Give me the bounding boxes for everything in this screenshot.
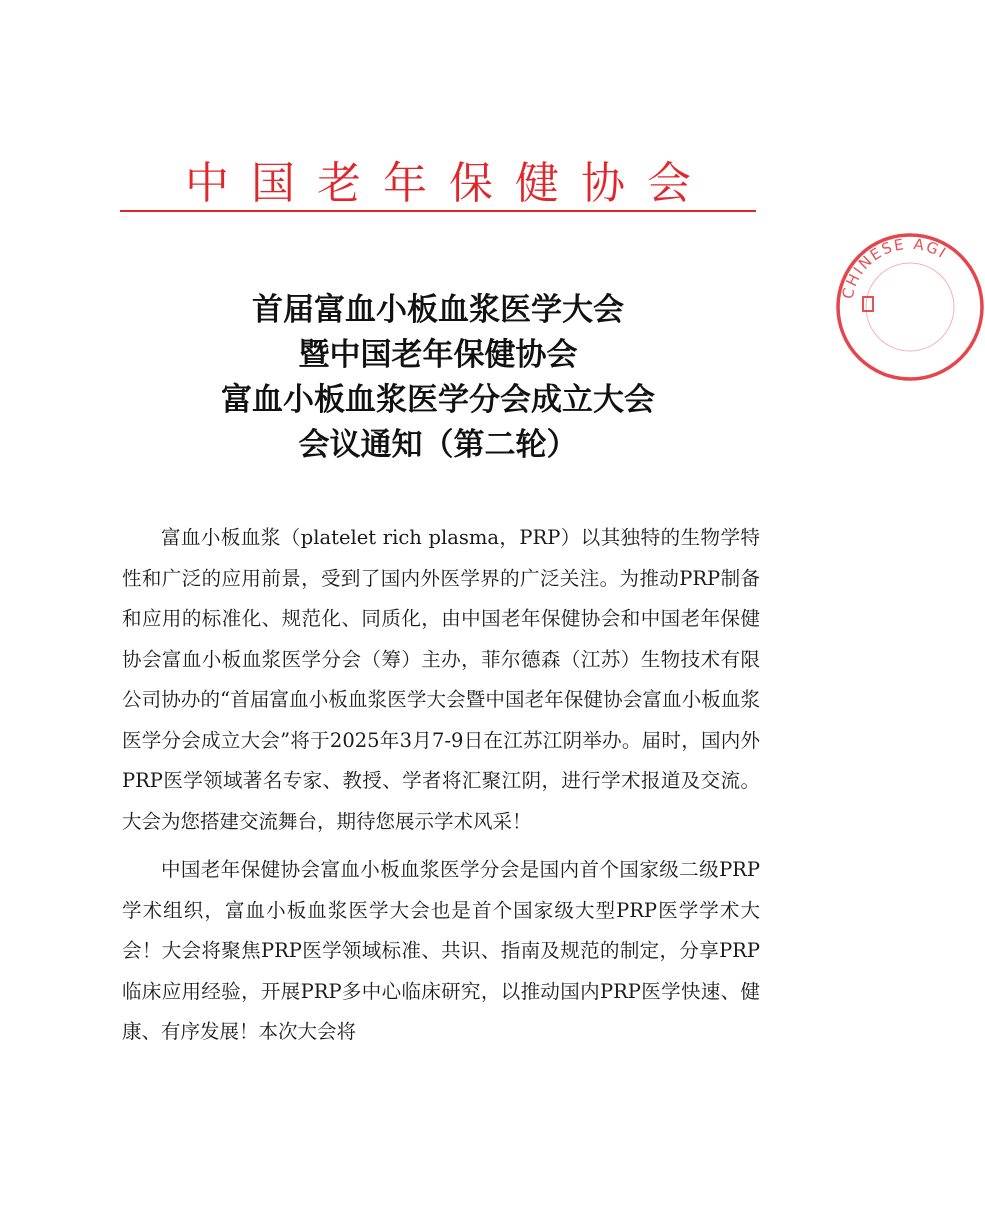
svg-text:CHINESE AGI bbox=[838, 235, 950, 301]
notice-body bbox=[122, 518, 760, 1061]
body-paragraph: 富血小板血浆（platelet rich plasma，PRP）以其独特的生物学特性和广泛的应用前景，受到了国内外医学界的广泛关注。为推动PRP制备和应用的标准化、规范化、同质化，由中国老年保健协会和中国老年保健协会富血小板血浆医学分会（筹）主办，菲尔德森（江苏）生物技术有限公司协办的“首届富血小板血浆医学大会暨中国老年保健协会富血小板血浆医学分会成立大会”将于2025年3月7-9日在江苏江阴举办。届时，国内外PRP医学领域著名专家、教授、学者将汇聚江阴，进行学术报道及交流。大会为您搭建交流舞台，期待您展示学术风采！ bbox=[122, 526, 760, 833]
letterhead-rule bbox=[120, 210, 756, 212]
document-title bbox=[120, 288, 756, 468]
seal-text: CHINESE AGI bbox=[838, 234, 951, 301]
official-seal-stamp bbox=[835, 232, 985, 382]
title-line: 暨中国老年保健协会 bbox=[298, 337, 578, 373]
title-line: 会议通知（第二轮） bbox=[298, 427, 578, 463]
body-paragraph: 中国老年保健协会富血小板血浆医学分会是国内首个国家级二级PRP学术组织，富血小板血浆医学大会也是首个国家级大型PRP医学学术大会！大会将聚焦PRP医学领域标准、共识、指南及规范的制定，分享PRP临床应用经验，开展PRP多中心临床研究，以推动国内PRP医学快速、健康、有序发展！本次大会将 bbox=[122, 858, 760, 1043]
title-line: 首届富血小板血浆医学大会 bbox=[252, 292, 624, 328]
letterhead-org-name: 中国老年保健协会 bbox=[185, 158, 713, 209]
title-line: 富血小板血浆医学分会成立大会 bbox=[221, 382, 655, 418]
